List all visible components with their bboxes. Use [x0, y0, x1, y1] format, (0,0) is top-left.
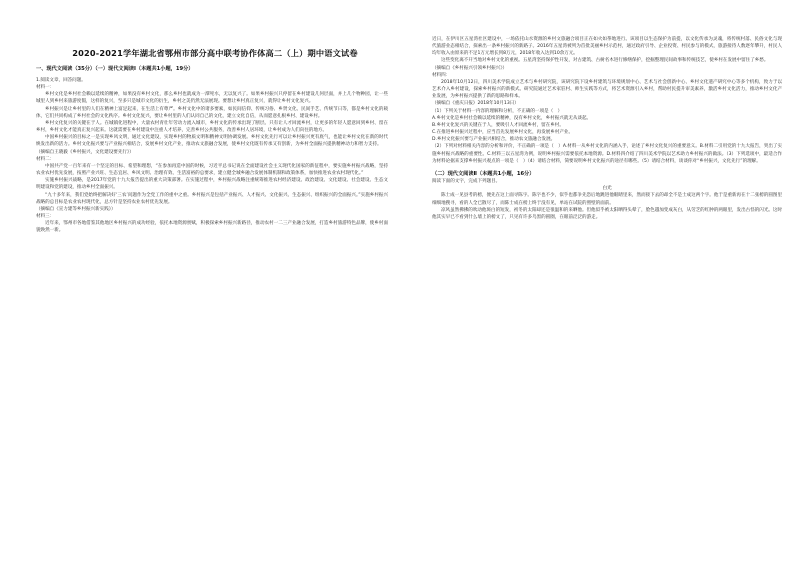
question-instruction-2: 阅读下面的文字，完成下列题目。 [432, 178, 501, 184]
section-heading-2: （二）现代文阅读Ⅱ（本题共1小题，16分） [432, 170, 535, 177]
question-instruction: 1.阅读文章，回答问题。 [36, 78, 86, 83]
left-column [36, 66, 388, 234]
material-1-paragraph: 乡村文化复兴的关键在于人。在城镇化进程中，大量农村青壮年劳动力流入城市，乡村文化的传承出现了断层。只有让人才回流乡村，让更多的年轻人愿意回到乡村、留在乡村，乡村文化才能真正复兴起来。这就需要在乡村建设中注重人才培养，完善乡村公共服务，改善乡村人居环境，让乡村成为人们向往的地方。 [36, 120, 388, 134]
material-2-paragraph: “九十多年来，我们党始终把解决好‘三农’问题作为全党工作的重中之重。乡村振兴是包括产业振兴、人才振兴、文化振兴、生态振兴、组织振兴的全面振兴。”实施乡村振兴战略的总目标是农业农村现代化，总方针是坚持农业农村优先发展。 [36, 192, 388, 205]
page-title: 2020-2021学年湖北省鄂州市部分高中联考协作体高二（上）期中语文试卷 [72, 48, 358, 58]
material-3-label: 材料三： [36, 213, 55, 219]
material-2-paragraph: 实施乡村振兴战略，是2017年党的十九大报告提出的重大决策部署。在实施过程中，乡村振兴战略注重统筹推进农村经济建设、政治建设、文化建设、社会建设、生态文明建设和党的建设，推动乡村全面振兴。 [36, 178, 388, 191]
material-2-label: 材料二： [36, 156, 55, 162]
option-c: C.在推进乡村振兴过程中，应当首先发展乡村文化，再发展乡村产业。 [432, 130, 574, 136]
material-1-source: （摘编自王晓毅《乡村振兴，文化建设要先行》） [36, 149, 134, 155]
material-1-paragraph: 乡村振兴是让乡村里的人们在精神上富足起来，在生活上有尊严。乡村文化中的诸多要素，如民间信仰、传统习俗、乡贤文化、民间手艺、传统节日等，都是乡村文化的载体，它们共同构成了乡村社会的文化秩序。乡村文化复兴，要让乡村里的人们认同自己的文化，建立文化自信，从而愿意扎根乡村、建设乡村。 [36, 106, 388, 119]
material-3-paragraph: 这些变化离不开当地对乡村文化的重视。五星湾坚持保护性开发，对古建筑、古树名木进行修缮保护，挖掘整理民间故事和传统技艺，使乡村在发展中留住了乡愁。 [441, 58, 769, 64]
material-4-source: （摘编自《重庆日报》2018年10月13日） [432, 101, 519, 107]
section-heading-1: 一、现代文阅读（35分）（一）现代文阅读Ⅰ（本题共1小题，19分） [36, 66, 194, 72]
material-1-paragraph: 乡村文化是乡村社会赖以延续的精神，如果没有乡村文化，那么乡村也就成为一潭死水，无以复兴了。如果乡村振兴只停留在乡村建设几何层面，并上几个物种园，让一些城里人到乡村来旅游度假，这样的复兴，至多只是城市文化的衍生，乡村之美仍然无法展现。要想让乡村真正复兴，就得让乡村文化复兴。 [36, 92, 388, 105]
material-1-paragraph: 中国乡村振兴的目标之一是实现乡风文明，通过文化建设，实现乡村的物质文明和精神文明协调发展。乡村文化先行可以让乡村振兴更有底气，也能让乡村文化在新的时代焕发出新的活力。乡村文化振兴要与产业振兴相结合，发展乡村文化产业，推动农文旅融合发展，使乡村文化既有传承又有创新，为乡村全面振兴提供精神动力和智力支持。 [36, 135, 388, 148]
material-4-label: 材料四： [432, 72, 451, 78]
material-3-source: （摘编自《乡村振兴引领乡村振兴》） [432, 65, 508, 71]
material-2-paragraph: 中国共产党一百年来有一个坚定的目标、希望和理想，“在参加再造中国的时候，习近平总书记说在全面建设社会主义现代化国家的新征程中，要实施乡村振兴战略，坚持农业农村优先发展，按照产业兴旺、生态宜居、乡风文明、治理有效、生活富裕的总要求，建立健全城乡融合发展体制机制和政策体系，加快推进农业农村现代化。” [36, 163, 388, 177]
question-1: （1）下列关于材料一内容的理解和分析，不正确的一项是（ ） [432, 108, 563, 114]
question-2-5: （2）下列对材料相关内容的分析和评价，不正确的一项是（ ）A.材料一从乡村文化的内涵入手，论述了乡村文化复兴的重要意义。B.材料二引用党的十九大报告，突出了实施乡村振兴战略的重要性。C.材料三以五星湾为例，说明乡村振兴需要依托本地资源。D.材料四介绍了四川美术学院以艺术助力乡村振兴的做法。（3）下列选项中，最适合作为材料论据来支撑乡村振兴观点的一项是（ ）（4）请结合材料，简要说明乡村文化振兴的途径有哪些。（5）请结合材料，谈谈你对“乡村振兴，文化先行”的理解。 [432, 144, 782, 164]
option-b: B.乡村文化复兴的关键在于人，要吸引人才回流乡村，留在乡村。 [432, 122, 564, 128]
option-d: D.乡村文化振兴要与产业振兴相结合，推动农文旅融合发展。 [432, 137, 556, 143]
material-1-label: 材料一： [36, 85, 55, 91]
option-a: A.乡村文化是乡村社会赖以延续的精神，没有乡村文化，乡村振兴就无从谈起。 [432, 115, 592, 121]
material-4-paragraph: 2018年10月12日，四川美术学院成立艺术与乡村研究院，该研究院下设乡村建筑与环境规划中心、艺术与社会创新中心、乡村文化遗产研究中心等多个机构，致力于以艺术介入乡村建设，探索乡村振兴的新模式。研究院通过艺术家驻村、师生实践等方式，将艺术资源引入乡村，帮助村民提升审美素养，激活乡村文化活力，推动乡村文化产业发展，为乡村振兴提供了新的思路和样本。 [432, 79, 782, 100]
material-3-paragraph: 近日，在伊川区五星湾社区建设中，一场依托山水资源的乡村文旅融合项目正在如火如荼地进行。该项目以生态保护为前提，以文化传承为灵魂，将传统村落、民俗文化与现代旅游业态相结合，探索出一条乡村振兴的新路子。2016年五星湾被列为首批美丽乡村示范村，通过政府引导、企业投资、村民参与的模式，旅游接待人数逐年攀升，村民人均年收入由原来的不足1万元增长到8万元，2018年收入达到10余万元。 [432, 37, 782, 57]
right-column [432, 36, 782, 221]
material-2-source: （摘编自《宣力建等乡村振兴新实践》） [36, 206, 116, 212]
story-paragraph: 陈士成一见县考的榜，便先在这上面寻陈字。陈字也不少，似乎也都争先恐后地跳进他眼睛里来，然而接下去的却全不是士成这两个字。他于是重新再在十二张榜的圆图里细细地搜寻，看的人全已散尽了，而陈士成在榜上终于没有见，单站在试院的照壁的面前。 [432, 193, 783, 206]
story-title: 白光 [602, 185, 612, 191]
material-3-paragraph: 近年来，鄂州市各地借鉴其他地区乡村振兴的成功经验，依托本地资源禀赋，积极探索乡村振兴新路径，推动农村一二三产业融合发展，打造乡村旅游特色品牌，使乡村面貌焕然一新。 [36, 221, 388, 234]
story-paragraph: 凉风虽然拂拂的吹动他斑白的短发，初冬的太阳却还是很温和的来晒他。但他似乎被太阳晒得头晕了，脸色越加变成灰白，从劳乏的红肿的两眼里，发出古怪的闪光。这时他其实早已不看到什么墙上的榜文了，只见有许多乌黑的圆圈，在眼前泛泛的游走。 [432, 207, 783, 220]
